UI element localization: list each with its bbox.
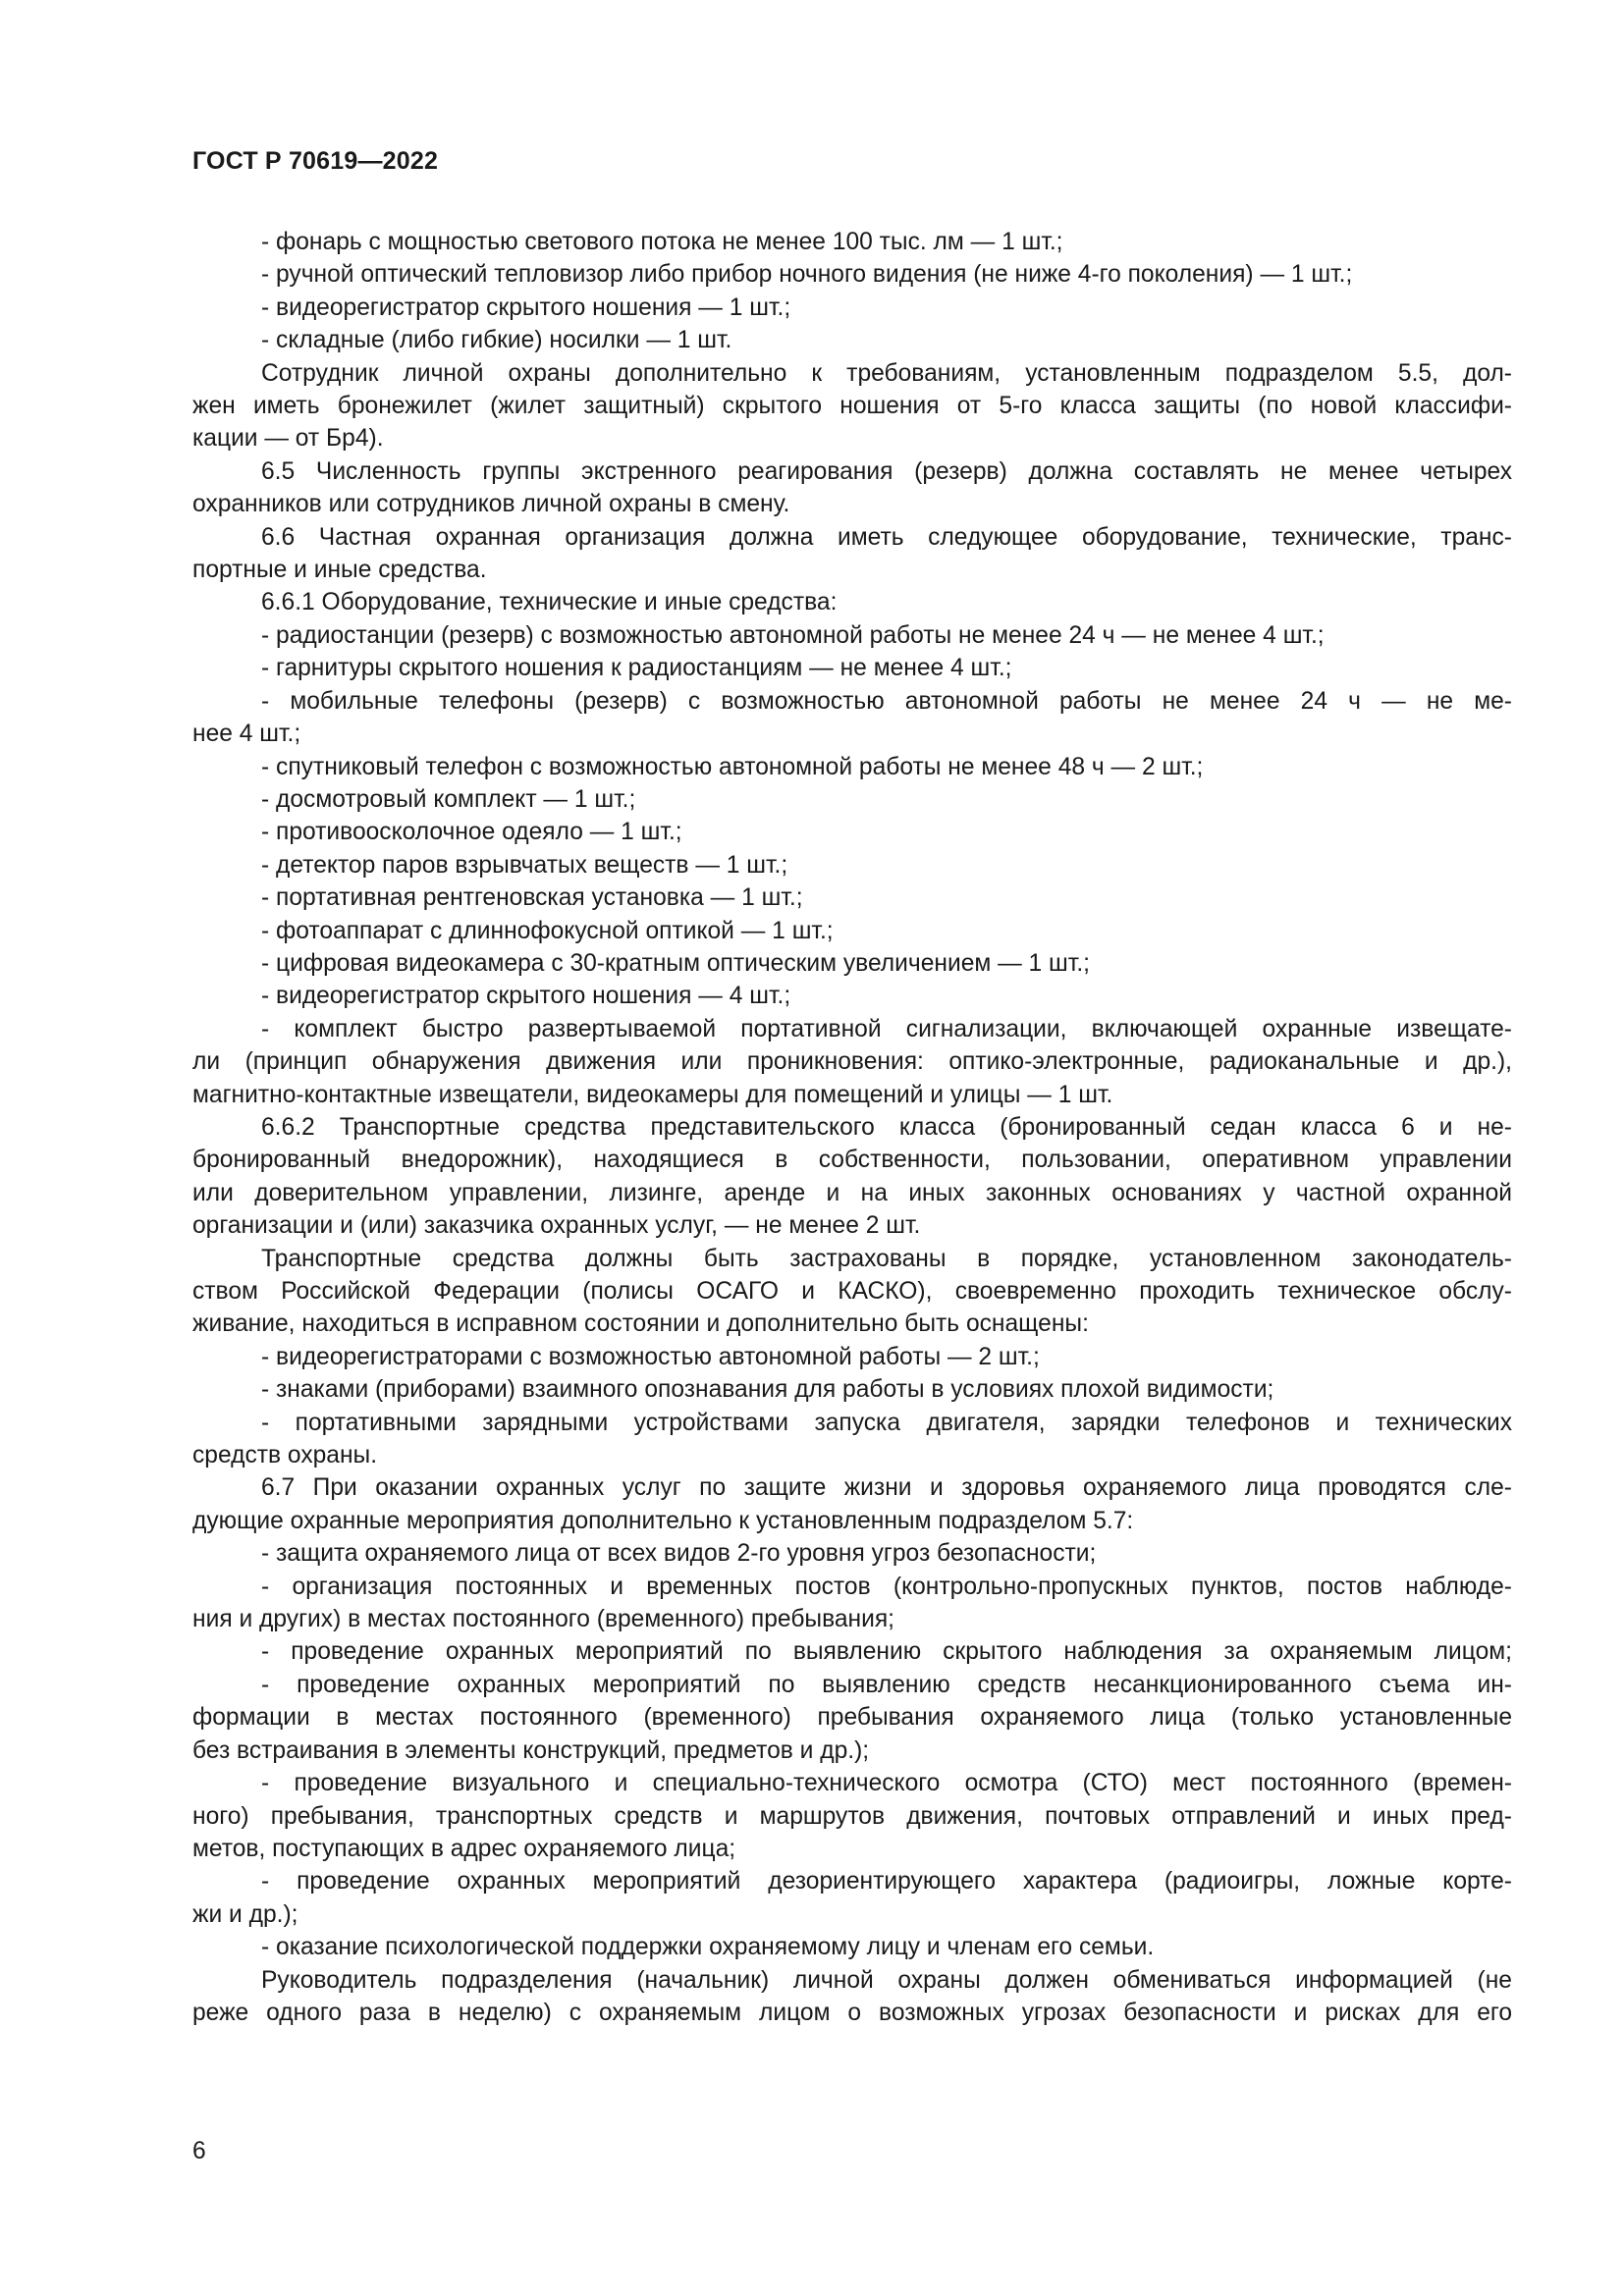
paragraph-line: 6.5 Численность группы экстренного реагирования (резерв) должна составлять не менее четырех — [261, 457, 1512, 485]
list-item-line: - портативная рентгеновская установка — 1 шт.; — [261, 884, 803, 912]
list-item-line: - портативными зарядными устройствами запуска двигателя, зарядки телефонов и технических — [261, 1409, 1512, 1436]
document-header: ГОСТ Р 70619—2022 — [192, 147, 439, 175]
paragraph-line: реже одного раза в неделю) с охраняемым лицом о возможных угрозах безопасности и рисках для его — [192, 1999, 1512, 2026]
paragraph-line: нее 4 шт.; — [192, 721, 301, 748]
list-item-line: - видеорегистратор скрытого ношения — 1 шт.; — [261, 294, 791, 321]
list-item-line: - проведение охранных мероприятий по выявлению скрытого наблюдения за охраняемым лицом; — [261, 1638, 1512, 1666]
paragraph-line: организации и (или) заказчика охранных услуг, — не менее 2 шт. — [192, 1212, 921, 1240]
paragraph-line: 6.6.1 Оборудование, технические и иные средства: — [261, 589, 838, 616]
paragraph-line: без встраивания в элементы конструкций, предметов и др.); — [192, 1736, 870, 1764]
list-item-line: - организация постоянных и временных постов (контрольно-пропускных пунктов, постов наблюде- — [261, 1573, 1512, 1600]
paragraph-line: жи и др.); — [192, 1900, 298, 1928]
paragraph-line: охранников или сотрудников личной охраны в смену. — [192, 491, 790, 518]
paragraph-line: кации — от Бр4). — [192, 425, 384, 453]
paragraph-line: Сотрудник личной охраны дополнительно к требованиям, установленным подразделом 5.5, дол- — [261, 359, 1512, 387]
list-item-line: - оказание психологической поддержки охраняемому лицу и членам его семьи. — [261, 1934, 1155, 1961]
list-item-line: - ручной оптический тепловизор либо прибор ночного видения (не ниже 4-го поколения) — 1 шт.; — [261, 261, 1353, 289]
paragraph-line: ния и других) в местах постоянного (временного) пребывания; — [192, 1606, 895, 1633]
paragraph-line: бронированный внедорожник), находящиеся в собственности, пользовании, оперативном управлении — [192, 1147, 1512, 1174]
paragraph-line: 6.6 Частная охранная организация должна иметь следующее оборудование, технические, транс- — [261, 523, 1512, 551]
list-item-line: - спутниковый телефон с возможностью автономной работы не менее 48 ч — 2 шт.; — [261, 753, 1204, 780]
list-item-line: - детектор паров взрывчатых веществ — 1 шт.; — [261, 851, 788, 879]
paragraph-line: дующие охранные мероприятия дополнительно к установленным подразделом 5.7: — [192, 1507, 1134, 1534]
document-body — [192, 226, 1512, 2029]
paragraph-line: Транспортные средства должны быть застрахованы в порядке, установленном законодатель- — [261, 1245, 1512, 1272]
list-item-line: - радиостанции (резерв) с возможностью автономной работы не менее 24 ч — не менее 4 шт.; — [261, 621, 1325, 649]
list-item-line: - проведение охранных мероприятий по выявлению средств несанкционированного съема ин- — [261, 1671, 1512, 1698]
paragraph-line: Руководитель подразделения (начальник) личной охраны должен обмениваться информацией (не — [261, 1966, 1512, 1994]
list-item-line: - видеорегистратор скрытого ношения — 4 шт.; — [261, 983, 791, 1010]
list-item-line: - противоосколочное одеяло — 1 шт.; — [261, 819, 682, 846]
paragraph-line: ством Российской Федерации (полисы ОСАГО и КАСКО), своевременно проходить техническое обслу- — [192, 1278, 1512, 1305]
list-item-line: - знаками (приборами) взаимного опознавания для работы в условиях плохой видимости; — [261, 1376, 1274, 1404]
paragraph-line: средств охраны. — [192, 1442, 378, 1469]
paragraph-line: 6.6.2 Транспортные средства представительского класса (бронированный седан класса 6 и не- — [261, 1113, 1512, 1141]
list-item-line: - комплект быстро развертываемой портативной сигнализации, включающей охранные извещате- — [261, 1015, 1512, 1042]
paragraph-line: жен иметь бронежилет (жилет защитный) скрытого ношения от 5-го класса защиты (по новой классифи- — [192, 393, 1512, 420]
list-item-line: - гарнитуры скрытого ношения к радиостанциям — не менее 4 шт.; — [261, 655, 1012, 682]
paragraph-line: живание, находиться в исправном состоянии и дополнительно быть оснащены: — [192, 1310, 1089, 1338]
paragraph-line: ли (принцип обнаружения движения или проникновения: оптико-электронные, радиоканальные и др.), — [192, 1048, 1512, 1076]
paragraph-line: формации в местах постоянного (временного) пребывания охраняемого лица (только установленные — [192, 1704, 1512, 1732]
list-item-line: - проведение визуального и специально-технического осмотра (СТО) мест постоянного (времен- — [261, 1770, 1512, 1797]
list-item-line: - защита охраняемого лица от всех видов 2-го уровня угроз безопасности; — [261, 1540, 1097, 1568]
paragraph-line: портные и иные средства. — [192, 557, 487, 584]
list-item-line: - фонарь с мощностью светового потока не менее 100 тыс. лм — 1 шт.; — [261, 229, 1063, 255]
paragraph-line: или доверительном управлении, лизинге, аренде и на иных законных основаниях у частной охранной — [192, 1179, 1512, 1206]
paragraph-line: 6.7 При оказании охранных услуг по защите жизни и здоровья охраняемого лица проводятся сле- — [261, 1474, 1512, 1502]
list-item-line: - цифровая видеокамера с 30-кратным оптическим увеличением — 1 шт.; — [261, 949, 1090, 977]
list-item-line: - проведение охранных мероприятий дезориентирующего характера (радиоигры, ложные корте- — [261, 1868, 1512, 1896]
list-item-line: - складные (либо гибкие) носилки — 1 шт. — [261, 327, 732, 354]
paragraph-line: ного) пребывания, транспортных средств и маршрутов движения, почтовых отправлений и иных пред- — [192, 1802, 1512, 1830]
list-item-line: - мобильные телефоны (резерв) с возможностью автономной работы не менее 24 ч — не ме- — [261, 687, 1512, 715]
list-item-line: - фотоаппарат с длиннофокусной оптикой — 1 шт.; — [261, 917, 834, 944]
list-item-line: - видеорегистраторами с возможностью автономной работы — 2 шт.; — [261, 1343, 1040, 1370]
page-number: 6 — [192, 2138, 206, 2164]
list-item-line: - досмотровый комплект — 1 шт.; — [261, 785, 636, 813]
paragraph-line: магнитно-контактные извещатели, видеокамеры для помещений и улицы — 1 шт. — [192, 1081, 1113, 1108]
paragraph-line: метов, поступающих в адрес охраняемого лица; — [192, 1835, 736, 1862]
